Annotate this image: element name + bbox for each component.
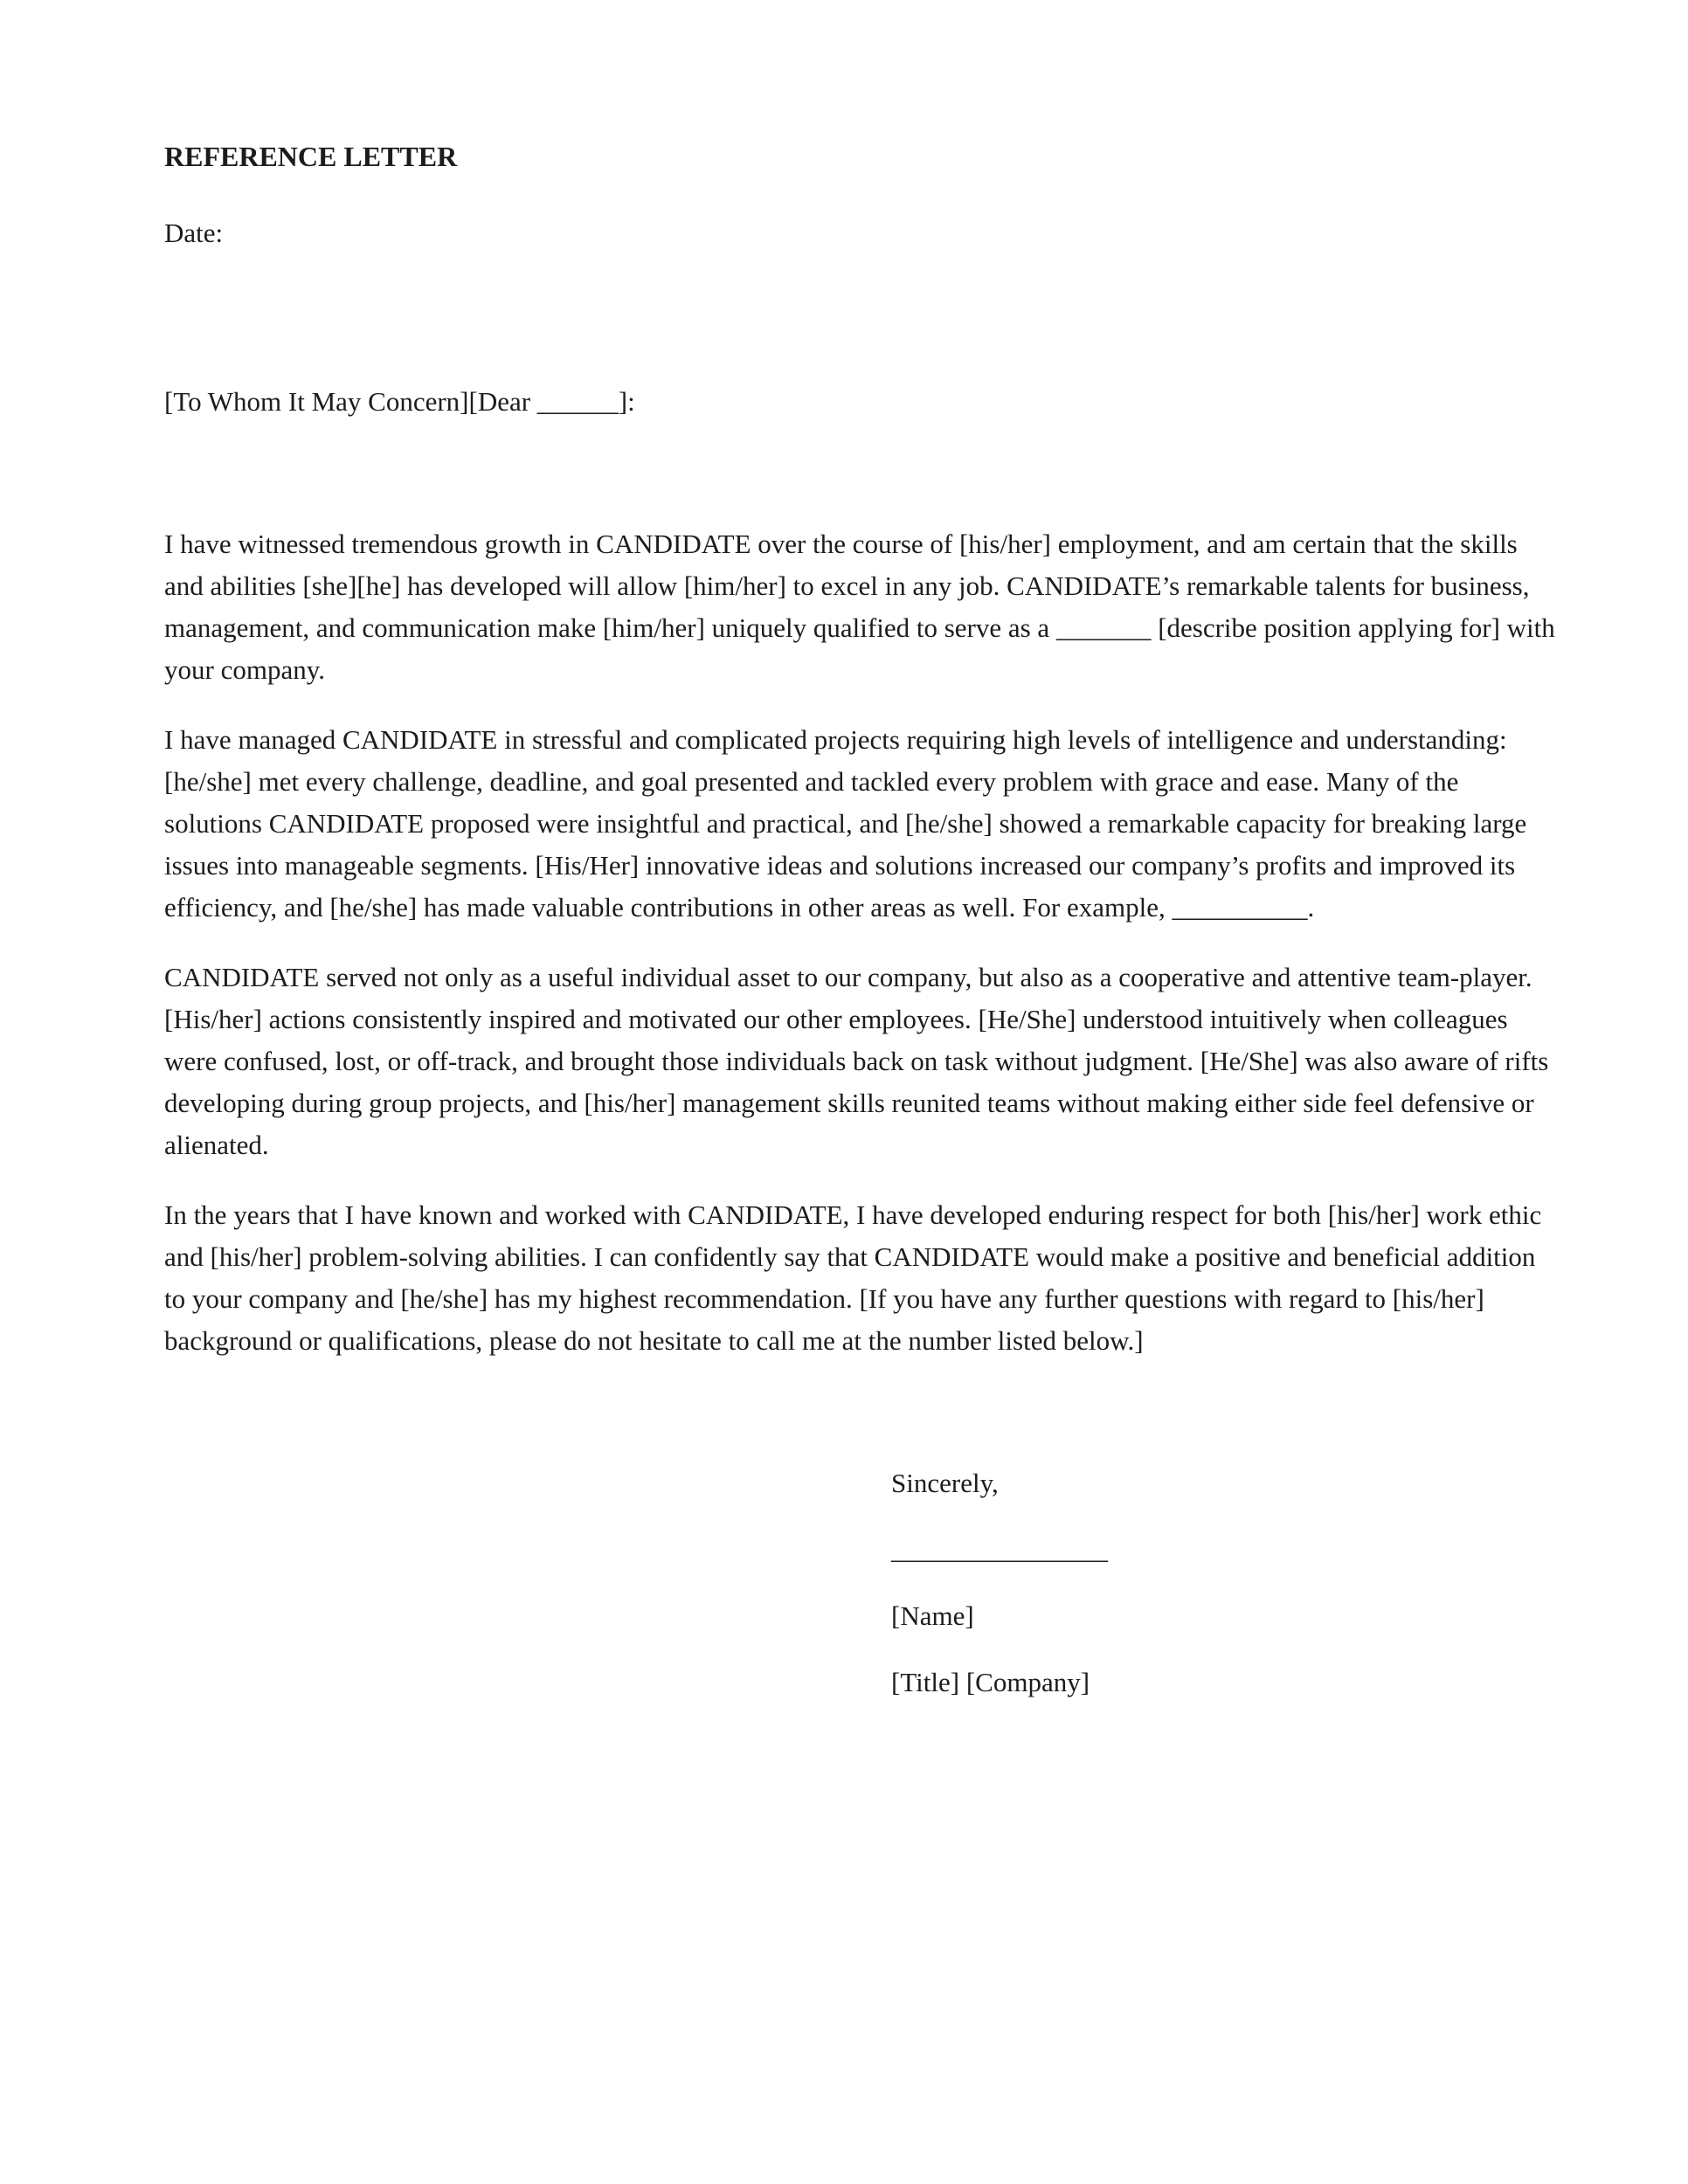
body-paragraph-4: In the years that I have known and worked with CANDIDATE, I have developed enduring respect for both [his/her] work ethic and [his/her] problem-solving abilities. I can confidently say that CANDIDATE would make a positive and beneficial addition to your company and [he/she] has my highest recommendation. [If you have any further questions with regard to [his/her] background or qualifications, please do not hesitate to call me at the number listed below.] [164, 1199, 1542, 1356]
body-paragraph-3: CANDIDATE served not only as a useful individual asset to our company, but also as a cooperative and attentive team-player. [His/her] actions consistently inspired and motivated our other employees. [He/She] understood intuitively when colleagues were confused, lost, or off-track, and brought those individuals back on task without judgment. [He/She] was also aware of rifts developing during group projects, and [his/her] management skills reunited teams without making either side feel defensive or alienated. [164, 962, 1549, 1160]
signature-line: ________________ [891, 1534, 1108, 1565]
salutation-line: [To Whom It May Concern][Dear ______]: [164, 386, 635, 417]
signer-title-company-placeholder: [Title] [Company] [891, 1667, 1090, 1697]
signer-name-placeholder: [Name] [891, 1600, 974, 1631]
body-paragraph-2: I have managed CANDIDATE in stressful and complicated projects requiring high levels of intelligence and understanding: [he/she] met every challenge, deadline, and goal presented and tackled every problem with grace and ease. Many of the solutions CANDIDATE proposed were insightful and practical, and [he/she] showed a remarkable capacity for breaking large issues into manageable segments. [His/Her] innovative ideas and solutions increased our company’s profits and improved its efficiency, and [he/she] has made valuable contributions in other areas as well. For example, __________. [164, 724, 1527, 923]
closing-sincerely: Sincerely, [891, 1468, 999, 1498]
date-label: Date: [164, 218, 224, 248]
closing-block [891, 1462, 1557, 1704]
document-title: REFERENCE LETTER [164, 141, 458, 172]
body-paragraph-1: I have witnessed tremendous growth in CANDIDATE over the course of [his/her] employment, and am certain that the skills and abilities [she][he] has developed will allow [him/her] to excel in any job. CANDIDATE’s remarkable talents for business, management, and communication make [him/her] uniquely qualified to serve as a _______ [describe position applying for] with your company. [164, 529, 1555, 685]
